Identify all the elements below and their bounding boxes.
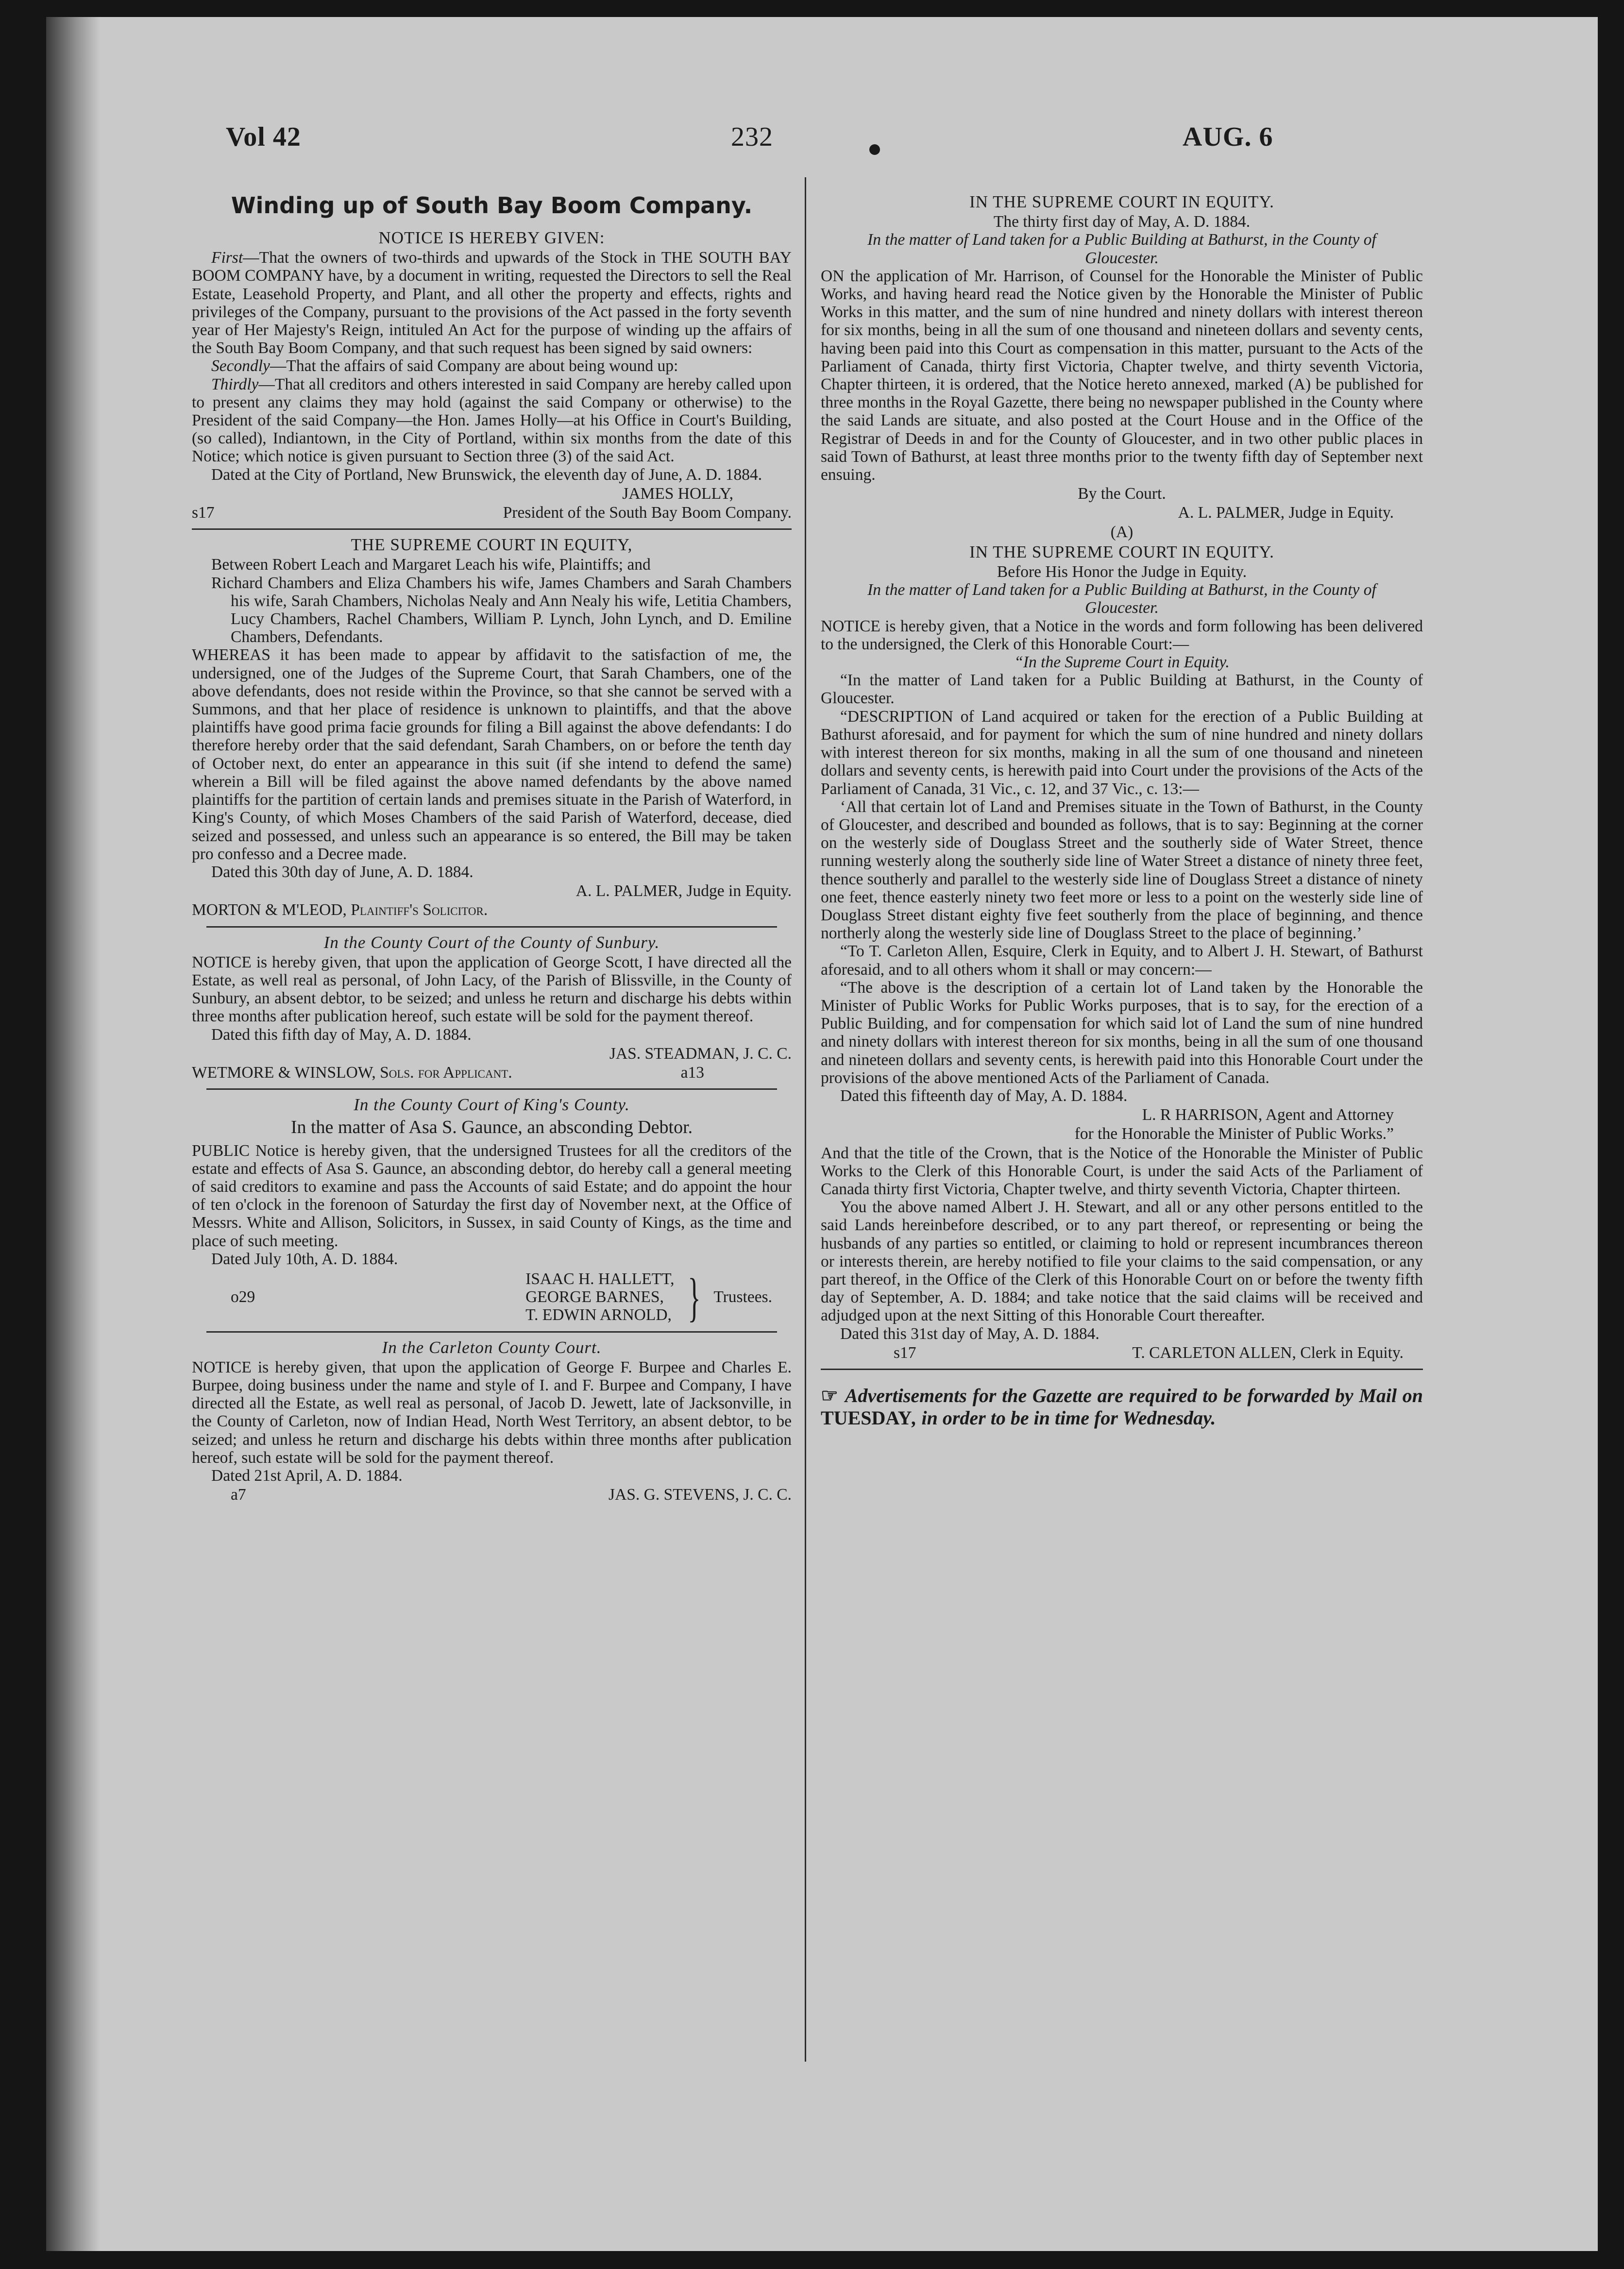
- court-heading: In the County Court of the County of Sunbury.: [323, 932, 660, 952]
- trustee-name: T. EDWIN ARNOLD,: [525, 1306, 672, 1324]
- quoted-matter: “In the matter of Land taken for a Public Building at Bathurst, in the County of Gloucester.: [821, 671, 1423, 708]
- matter-line: In the matter of Land taken for a Public Building at Bathurst, in the County of Gloucester.: [867, 581, 1376, 617]
- court-heading: In the County Court of King's County.: [354, 1095, 630, 1115]
- annex-mark: (A): [1110, 523, 1133, 541]
- addressee-paragraph: “To T. Carleton Allen, Esquire, Clerk in Equity, and to Albert J. H. Stewart, of Bathurst aforesaid, and to all others whom it shall or may concern:—: [821, 942, 1423, 979]
- agent-title: for the Honorable the Minister of Public Works.”: [1074, 1125, 1394, 1143]
- notice-heading: NOTICE IS HEREBY GIVEN:: [378, 228, 605, 247]
- advertisement-notice: ☞ Advertisements for the Gazette are required to be forwarded by Mail on TUESDAY, in order to be in time for Wednesday.: [821, 1385, 1423, 1429]
- order-paragraph: WHEREAS it has been made to appear by affidavit to the satisfaction of me, the undersigned, one of the Judges of the Supreme Court, that Sarah Chambers, one of the above defendants, does not reside within the Province, so that she cannot be served with a Summons, and that her place of residence is unknown to plaintiffs, and that the above plaintiffs have good prima facie grounds for filing a Bill against the above defendants: I do therefore hereby order that the said defendant, Sarah Chambers, on or before the tenth day of October next, do enter an appearance in this suit (if she intend to defend the same) wherein a Bill will be filed against the above named defendants by the above named plaintiffs for the partition of certain lands and premises situate in the Parish of Waterford, in King's County, of which Moses Chambers of the said Parish of Waterford, decease, died seized and possessed, and unless such an appearance is so entered, the Bill may be taken pro confesso and a Decree made.: [192, 646, 792, 863]
- dated-line: Dated this 31st day of May, A. D. 1884.: [840, 1324, 1100, 1343]
- quoted-description: “DESCRIPTION of Land acquired or taken for the erection of a Public Building at Bathurst aforesaid, and for payment for which the sum of nine hundred and ninety dollars with interest thereon for six months, making in all the sum of one thousand and nineteen dollars and seventy cents, is herewith paid into Court under the provisions of the Acts of the Parliament of Canada, 31 Vic., c. 12, and 37 Vic., c. 13:—: [821, 707, 1423, 798]
- trustee-names: [525, 1270, 674, 1324]
- dated-line: Dated this 30th day of June, A. D. 1884.: [211, 863, 474, 881]
- quoted-heading: “In the Supreme Court in Equity.: [1014, 653, 1230, 672]
- sunbury-notice: [192, 933, 792, 1082]
- dated-line: Dated July 10th, A. D. 1884.: [211, 1250, 398, 1268]
- section-divider: [192, 528, 792, 530]
- notice-paragraph: NOTICE is hereby given, that upon the application of George F. Burpee and Charles E. Burpee, doing business under the name and style of I. and F. Burpee and Company, I have directed all the Estate, as well real as personal, of Jacob D. Jewett, late of Jacksonville, in the County of Carleton, now of Indian Head, North West Territory, an absent debtor, to be seized; and unless he return and discharge his debts within three months after publication hereof, such estate will be sold for the payment thereof.: [192, 1358, 792, 1467]
- judge-signature: A. L. PALMER, Judge in Equity.: [1178, 504, 1394, 522]
- carleton-notice: [192, 1338, 792, 1504]
- order-date: The thirty first day of May, A. D. 1884.: [993, 213, 1251, 231]
- defendants-line: Richard Chambers and Eliza Chambers his wife, James Chambers and Sarah Chambers his wife, Sarah Chambers, Nicholas Nealy and Ann Nealy his wife, Letitia Chambers, Lucy Chambers, Rachel Chambers, William P. Lynch, John Lynch, and D. Emiline Chambers, Defendants.: [211, 574, 792, 646]
- dated-line: Dated at the City of Portland, New Brunswick, the eleventh day of June, A. D. 1884.: [211, 465, 762, 484]
- solicitor-line: WETMORE & WINSLOW, Sols. for Applicant.: [192, 1063, 512, 1082]
- volume-label: Vol 42: [226, 122, 301, 152]
- signer-row: [192, 504, 792, 522]
- insertion-code: a13: [680, 1063, 704, 1082]
- section-divider: [206, 1088, 777, 1090]
- second-paragraph: Secondly—That the affairs of said Company are about being wound up:: [211, 357, 678, 375]
- matter-line: In the matter of Asa S. Gaunce, an absconding Debtor.: [290, 1117, 693, 1138]
- by-court: By the Court.: [1078, 485, 1166, 503]
- signer-row: [821, 1344, 1423, 1362]
- judge-signature: JAS. G. STEVENS, J. C. C.: [609, 1486, 792, 1504]
- trustee-name: GEORGE BARNES,: [525, 1288, 664, 1306]
- trustees-block: [192, 1267, 792, 1327]
- solicitor-line: MORTON & M'LEOD, Plaintiff's Solicitor.: [192, 901, 488, 919]
- land-description: ‘All that certain lot of Land and Premises situate in the Town of Bathurst, in the County of Gloucester, and described and bounded as follows, that is to say: Beginning at the corner on the westerly side of Douglass Street and the southerly side of Water Street, thence running westerly along the southerly side line of Water Street a distance of ninety three feet, thence southerly and parallel to the westerly side line of Douglass Street a distance of ninety one feet, thence easterly ninety two feet more or less to a point on the westerly side line of Douglass Street distant eighty five feet southerly from the place of beginning, and thence northerly along the westerly side line of Douglass Street to the place of beginning.’: [821, 797, 1423, 943]
- court-heading: IN THE SUPREME COURT IN EQUITY.: [969, 192, 1274, 211]
- annexed-notice: [821, 523, 1423, 1362]
- section-divider: [821, 1369, 1423, 1370]
- solicitor-row: [192, 1064, 792, 1082]
- court-heading: IN THE SUPREME COURT IN EQUITY.: [969, 542, 1274, 561]
- third-paragraph: Thirdly—That all creditors and others interested in said Company are hereby called upon to present any claims they may hold (against the said Company or otherwise) to the President of the said Company—the Hon. James Holly—at his Office in Court's Building, (so called), Indiantown, in the City of Portland, within six months from the date of this Notice; which notice is given pursuant to Section three (3) of the said Act.: [192, 375, 792, 466]
- gazette-page: [46, 17, 1598, 2251]
- title-paragraph: And that the title of the Crown, that is the Notice of the Honorable the Minister of Public Works to the Clerk of this Honorable Court, is under the said Acts of the Parliament of Canada thirty first Victoria, Chapter twelve, and thirty seventh Victoria, Chapter thirteen.: [821, 1144, 1423, 1198]
- leach-equity-notice: [192, 536, 792, 919]
- insertion-code: s17: [192, 504, 215, 522]
- notice-paragraph: NOTICE is hereby given, that upon the application of George Scott, I have directed all the Estate, as well real as personal, of John Lacy, of the Parish of Blissville, in the County of Sunbury, an absent debtor, to be seized; and unless he return and discharge his debts within three months after publication hereof, such estate will be sold for the payment thereof.: [192, 953, 792, 1026]
- dated-line: Dated this fifth day of May, A. D. 1884.: [211, 1025, 472, 1044]
- intro-paragraph: NOTICE is hereby given, that a Notice in the words and form following has been delivered to the undersigned, the Clerk of this Honorable Court:—: [821, 617, 1423, 653]
- kings-county-notice: [192, 1095, 792, 1327]
- judge-signature: A. L. PALMER, Judge in Equity.: [575, 882, 792, 900]
- dated-line: Dated this fifteenth day of May, A. D. 1884.: [840, 1086, 1128, 1105]
- first-paragraph: First—That the owners of two-thirds and upwards of the Stock in THE SOUTH BAY BOOM COMPANY have, by a document in writing, requested the Directors to sell the Real Estate, Leasehold Property, and Plant, and all other the property and effects, rights and privileges of the Company, pursuant to the provisions of the Act passed in the forty seventh year of Her Majesty's Reign, intituled An Act for the purpose of winding up the affairs of the South Bay Boom Company, and that such request has been signed by said owners:: [192, 249, 792, 357]
- left-column: [192, 191, 792, 2114]
- dated-line: Dated 21st April, A. D. 1884.: [211, 1467, 403, 1485]
- clerk-signature: T. CARLETON ALLEN, Clerk in Equity.: [1132, 1343, 1404, 1362]
- signer-row: [192, 1486, 792, 1504]
- court-heading: THE SUPREME COURT IN EQUITY,: [351, 535, 633, 555]
- page-number: 232: [731, 122, 773, 152]
- insertion-code: a7: [231, 1486, 246, 1504]
- trustee-name: ISAAC H. HALLETT,: [525, 1270, 675, 1288]
- signer-title: President of the South Bay Boom Company.: [503, 504, 792, 522]
- notice-title: Winding up of South Bay Boom Company.: [231, 192, 753, 219]
- south-bay-notice: [192, 191, 792, 522]
- agent-signature: L. R HARRISON, Agent and Attorney: [1142, 1106, 1394, 1124]
- notice-paragraph: PUBLIC Notice is hereby given, that the undersigned Trustees for all the creditors of the estate and effects of Asa S. Gaunce, an absconding debtor, do hereby call a general meeting of said creditors to examine and pass the Accounts of said Estate; and do appoint the hour of ten o'clock in the forenoon of Saturday the first day of November next, at the Office of Messrs. White and Allison, Solicitors, in Sussex, in said County of Kings, as the time and place of such meeting.: [192, 1141, 792, 1250]
- right-column: [821, 191, 1423, 2114]
- judge-signature: JAS. STEADMAN, J. C. C.: [609, 1044, 792, 1063]
- trustees-label: Trustees.: [713, 1288, 772, 1306]
- court-heading: In the Carleton County Court.: [382, 1338, 602, 1357]
- brace-mark: }: [687, 1267, 701, 1327]
- page-header: [46, 17, 1598, 163]
- section-divider: [206, 926, 777, 928]
- insertion-code: s17: [894, 1343, 916, 1362]
- bathurst-order: [821, 193, 1423, 522]
- column-divider: [805, 177, 806, 2062]
- before-line: Before His Honor the Judge in Equity.: [997, 563, 1247, 581]
- order-paragraph: ON the application of Mr. Harrison, of Counsel for the Honorable the Minister of Public Works, and having heard read the Notice given by the Honorable the Minister of Public Works in this matter, and the sum of nine hundred and ninety dollars with interest thereon for six months, being in all the sum of one thousand and nineteen dollars and seventy cents, having been paid into this Court as compensation in this matter, pursuant to the Acts of the Parliament of Canada, thirty first Victoria, Chapter twelve, and thirty seventh Victoria, Chapter thirteen, it is ordered, that the Notice hereto annexed, marked (A) be published for three months in the Royal Gazette, there being no newspaper published in the County where the said Lands are situate, and also posted at the Court House and in the Office of the Registrar of Deeds in and for the County of Gloucester, and in two other public places in said Town of Bathurst, at least three months prior to the twenty fifth day of September next ensuing.: [821, 267, 1423, 484]
- compensation-paragraph: “The above is the description of a certain lot of Land taken by the Honorable the Minister of Public Works for Public Works purposes, that is to say, for the erection of a Public Building, and for compensation for which said lot of Land the sum of nine hundred and ninety dollars with interest thereon for six months, being in all the sum of one thousand and nineteen dollars and seventy cents, is herewith paid into this Honorable Court under the provisions of the above mentioned Acts of the Parliament of Canada.: [821, 978, 1423, 1087]
- binding-gutter: [46, 17, 100, 2251]
- insertion-code: o29: [231, 1288, 255, 1306]
- signer-name: JAMES HOLLY,: [622, 484, 733, 503]
- claims-paragraph: You the above named Albert J. H. Stewart, and all or any other persons entitled to the said Lands hereinbefore described, or to any part thereof, or representing or being the husbands of any parties so entitled, or claiming to hold or represent incumbrances thereon or interests therein, are hereby notified to file your claims to the said compensation, or any part thereof, in the Office of the Clerk of this Honorable Court on or before the twenty fifth day of September, A. D. 1884; and take notice that the said claims will be received and adjudged upon at the next Sitting of this Honorable Court thereafter.: [821, 1198, 1423, 1325]
- issue-date: AUG. 6: [1183, 122, 1273, 152]
- section-divider: [206, 1331, 777, 1333]
- header-dot: [869, 144, 880, 155]
- plaintiffs-line: Between Robert Leach and Margaret Leach his wife, Plaintiffs; and: [211, 556, 651, 574]
- pointing-hand-icon: ☞: [821, 1385, 838, 1406]
- matter-line: In the matter of Land taken for a Public Building at Bathurst, in the County of Gloucester.: [867, 231, 1376, 267]
